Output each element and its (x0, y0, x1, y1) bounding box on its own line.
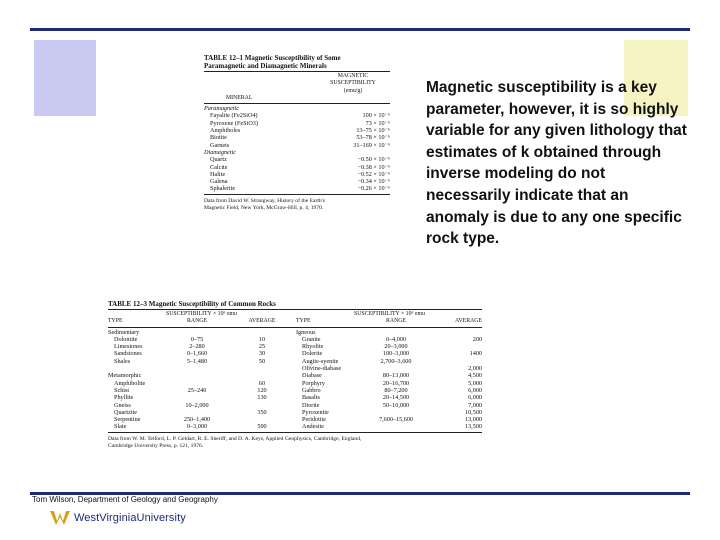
table-cell: 13,500 (464, 423, 482, 431)
column-header: AVERAGE (248, 318, 276, 325)
table-cell: Basalts (302, 394, 320, 402)
para-susceptibility-value: 13–75 × 10⁻⁶ (356, 127, 390, 135)
dia-susceptibility-value: −0.38 × 10⁻⁶ (357, 163, 390, 171)
table1-source-line1: Data from David W. Strangway, History of the Earth's (204, 197, 325, 204)
para-susceptibility-value: 100 × 10⁻⁶ (362, 112, 390, 120)
table2-source-line2: Cambridge University Press, p. 121, 1976. (108, 442, 204, 449)
table-cell: 6,000 (468, 394, 482, 402)
table1-col-susc-line2: SUSCEPTIBILITY (330, 80, 376, 87)
table-row (108, 372, 482, 379)
column-header: TYPE (296, 318, 311, 325)
table-row (108, 365, 482, 372)
table-cell (166, 372, 228, 379)
dia-susceptibility-value: −0.52 × 10⁻⁶ (357, 170, 390, 178)
table-rock-susceptibility (108, 300, 482, 500)
table-cell: 80–7,200 (384, 386, 408, 394)
table-cell: 0–75 (190, 335, 204, 343)
table-cell: Augite-syenite (302, 357, 339, 365)
table-cell: 2–280 (189, 343, 205, 351)
table-cell: Diabase (302, 372, 322, 380)
table-cell: 10 (258, 335, 266, 343)
table-cell: Amphibolite (114, 379, 146, 387)
table-cell: Phyllite (114, 394, 134, 402)
table-cell: 350 (257, 408, 267, 416)
table2-source-line1: Data from W. M. Telford, L. P. Geldart, R. E. Sheriff, and D. A. Keys, Applied Geophysics, Cambridge, England, (108, 435, 362, 442)
para-mineral-name: Garnets (210, 141, 230, 149)
table-cell: 6,000 (468, 386, 482, 394)
table-row (108, 416, 482, 423)
table-cell: 13,000 (464, 416, 482, 424)
table-cell: 5,000 (468, 379, 482, 387)
table1-source (204, 198, 390, 212)
table1-group-para: Paramagnetic (204, 105, 240, 113)
body-text: Magnetic susceptibility is a key parameter, however, it is so highly variable for any given lithology that estimates of k obtained through inverse modeling do not necessarily indicate that an anomaly is due to any one specific rock type. (426, 79, 687, 248)
table-cell: 80–13,000 (382, 372, 410, 380)
dia-susceptibility-value: −0.26 × 10⁻⁶ (357, 185, 390, 193)
table-cell: 120 (257, 386, 267, 394)
column-header: TYPE (108, 318, 123, 325)
table-cell: 250–1,400 (183, 416, 211, 424)
table-cell: 0–4,000 (385, 335, 407, 343)
table-cell: Metamorphic (108, 372, 142, 380)
table-cell: Sedimentary (108, 328, 140, 336)
table-cell: Limestones (114, 343, 143, 351)
university-name: WestVirginiaUniversity (74, 512, 186, 524)
table-row (204, 171, 390, 178)
table-row (204, 178, 390, 185)
table-cell: Sandstones (114, 350, 142, 358)
table-cell: 5–1,480 (186, 357, 208, 365)
column-header: RANGE (187, 318, 207, 325)
table-cell (362, 365, 430, 372)
table-cell: Quartzite (114, 408, 138, 416)
table-row (108, 380, 482, 387)
table-cell: 20–3,000 (384, 343, 408, 351)
table-cell: Gabbro (302, 386, 321, 394)
table-cell: Peridotite (302, 416, 327, 424)
dia-susceptibility-value: −0.34 × 10⁻⁶ (357, 178, 390, 186)
table-cell: 10–2,000 (185, 401, 209, 409)
table-cell: 25 (258, 343, 266, 351)
table-cell: 1400 (469, 350, 482, 358)
table-cell: 50 (258, 357, 266, 365)
table1-group-dia: Diamagnetic (204, 148, 236, 156)
table-cell: Serpentine (114, 416, 141, 424)
dia-mineral-name: Galena (210, 178, 228, 186)
table-cell (430, 329, 482, 336)
table-cell: Olivine-diabase (302, 365, 342, 373)
table-cell: Diorite (302, 401, 320, 409)
table-cell (228, 402, 296, 409)
table-cell: 2,700–3,600 (380, 357, 412, 365)
wvu-flying-wv-icon (50, 510, 70, 526)
table2-susc-header-right: SUSCEPTIBILITY × 10⁶ emu (354, 311, 425, 317)
table-cell (166, 409, 228, 416)
para-mineral-name: Biotite (210, 134, 227, 142)
table-cell: Dolerite (302, 350, 323, 358)
para-susceptibility-value: 53–78 × 10⁻⁶ (356, 134, 390, 142)
table-cell: 100–3,000 (382, 350, 410, 358)
dia-mineral-name: Halite (210, 170, 226, 178)
table-cell: 7,600–15,600 (378, 416, 414, 424)
dia-mineral-name: Calcite (210, 163, 228, 171)
table-cell: Shales (114, 357, 131, 365)
para-susceptibility-value: 31–169 × 10⁻⁶ (353, 141, 390, 149)
table1-source-line2: Magnetic Field, New York, McGraw-Hill, p. 4, 1970. (204, 204, 324, 211)
table-mineral-susceptibility (204, 54, 390, 244)
table-row (108, 402, 482, 409)
para-susceptibility-value: 73 × 10⁻⁶ (365, 119, 390, 127)
column-header: AVERAGE (455, 318, 482, 325)
table1-col-mineral: MINERAL (226, 94, 253, 101)
table-cell (228, 365, 296, 372)
table-cell: 0–1,660 (186, 350, 208, 358)
table-row (108, 350, 482, 357)
table-cell (228, 372, 296, 379)
table1-col-susc-unit: (emu/g) (343, 87, 363, 94)
table-cell (166, 380, 228, 387)
table-cell: Dolomite (114, 335, 138, 343)
table-cell (362, 423, 430, 430)
table-cell (362, 329, 430, 336)
table1-para-rows (204, 112, 390, 148)
table-cell (430, 358, 482, 365)
table-cell: 30 (258, 350, 266, 358)
table-cell: 50–10,000 (382, 401, 410, 409)
table-row (204, 134, 390, 141)
table-cell (362, 409, 430, 416)
table-row (108, 358, 482, 365)
table-cell (166, 329, 228, 336)
table-cell (228, 416, 296, 423)
table-cell: 60 (258, 379, 266, 387)
table-row (108, 387, 482, 394)
table-row (108, 394, 482, 401)
table-cell: Rhyolite (302, 343, 324, 351)
para-mineral-name: Pyroxene (FeSiO3) (210, 119, 258, 127)
dia-mineral-name: Quartz (210, 156, 227, 164)
para-mineral-name: Amphiboles (210, 127, 241, 135)
table-row (204, 120, 390, 127)
decorative-square-blue (34, 40, 96, 116)
table-cell (228, 329, 296, 336)
dia-susceptibility-value: −0.50 × 10⁻⁶ (357, 156, 390, 164)
table-cell: Granite (302, 335, 321, 343)
table2-susc-header-left: SUSCEPTIBILITY × 10⁶ emu (166, 311, 237, 317)
table-cell: 7,000 (468, 401, 482, 409)
table-cell (430, 343, 482, 350)
top-rule (30, 28, 690, 31)
table1-title-line1: TABLE 12–1 Magnetic Susceptibility of Some (204, 54, 341, 62)
table-row (204, 127, 390, 134)
table-row (108, 343, 482, 350)
column-header: RANGE (386, 318, 406, 325)
table-cell: 10,500 (464, 408, 482, 416)
table-cell: Schist (114, 386, 130, 394)
table1-title-line2: Paramagnetic and Diamagnetic Minerals (204, 62, 327, 70)
table-row (204, 142, 390, 149)
table1-dia-rows (204, 156, 390, 192)
table-row (108, 409, 482, 416)
table-cell: 0–3,000 (186, 423, 208, 431)
table-row (204, 185, 390, 192)
table1-col-susc-line1: MAGNETIC (337, 73, 369, 79)
table-row (108, 336, 482, 343)
table-cell (166, 365, 228, 372)
table2-title: TABLE 12–3 Magnetic Susceptibility of Common Rocks (108, 300, 276, 308)
table2-source (108, 436, 482, 450)
table-cell: 4,500 (468, 372, 482, 380)
table-row (204, 112, 390, 119)
table-cell: 200 (472, 335, 482, 343)
table-row (204, 164, 390, 171)
table-cell: 130 (257, 394, 267, 402)
table-cell: 20–16,700 (382, 379, 410, 387)
table2-body (108, 329, 482, 431)
table-row (108, 423, 482, 430)
table-cell: Porphyry (302, 379, 326, 387)
table-cell: Slate (114, 423, 127, 431)
table1-rule (204, 71, 390, 72)
table-cell (108, 365, 166, 372)
table-cell: 2,000 (468, 365, 482, 373)
table-cell: 25–240 (187, 386, 207, 394)
table-cell: 20–14,500 (382, 394, 410, 402)
table-cell: Andesite (302, 423, 324, 431)
table-row (108, 329, 482, 336)
table-cell: Gneiss (114, 401, 131, 409)
university-logo (50, 509, 186, 527)
para-mineral-name: Fayalite (Fe2SiO4) (210, 112, 258, 120)
table-row (204, 156, 390, 163)
footer-author: Tom Wilson, Department of Geology and Geography (32, 495, 218, 504)
table-cell: 500 (257, 423, 267, 431)
table2-header-row (108, 318, 482, 325)
table-cell: Igneous (296, 328, 316, 336)
dia-mineral-name: Sphalerite (210, 185, 236, 193)
table-cell: Pyroxenite (302, 408, 329, 416)
table-cell (166, 394, 228, 401)
